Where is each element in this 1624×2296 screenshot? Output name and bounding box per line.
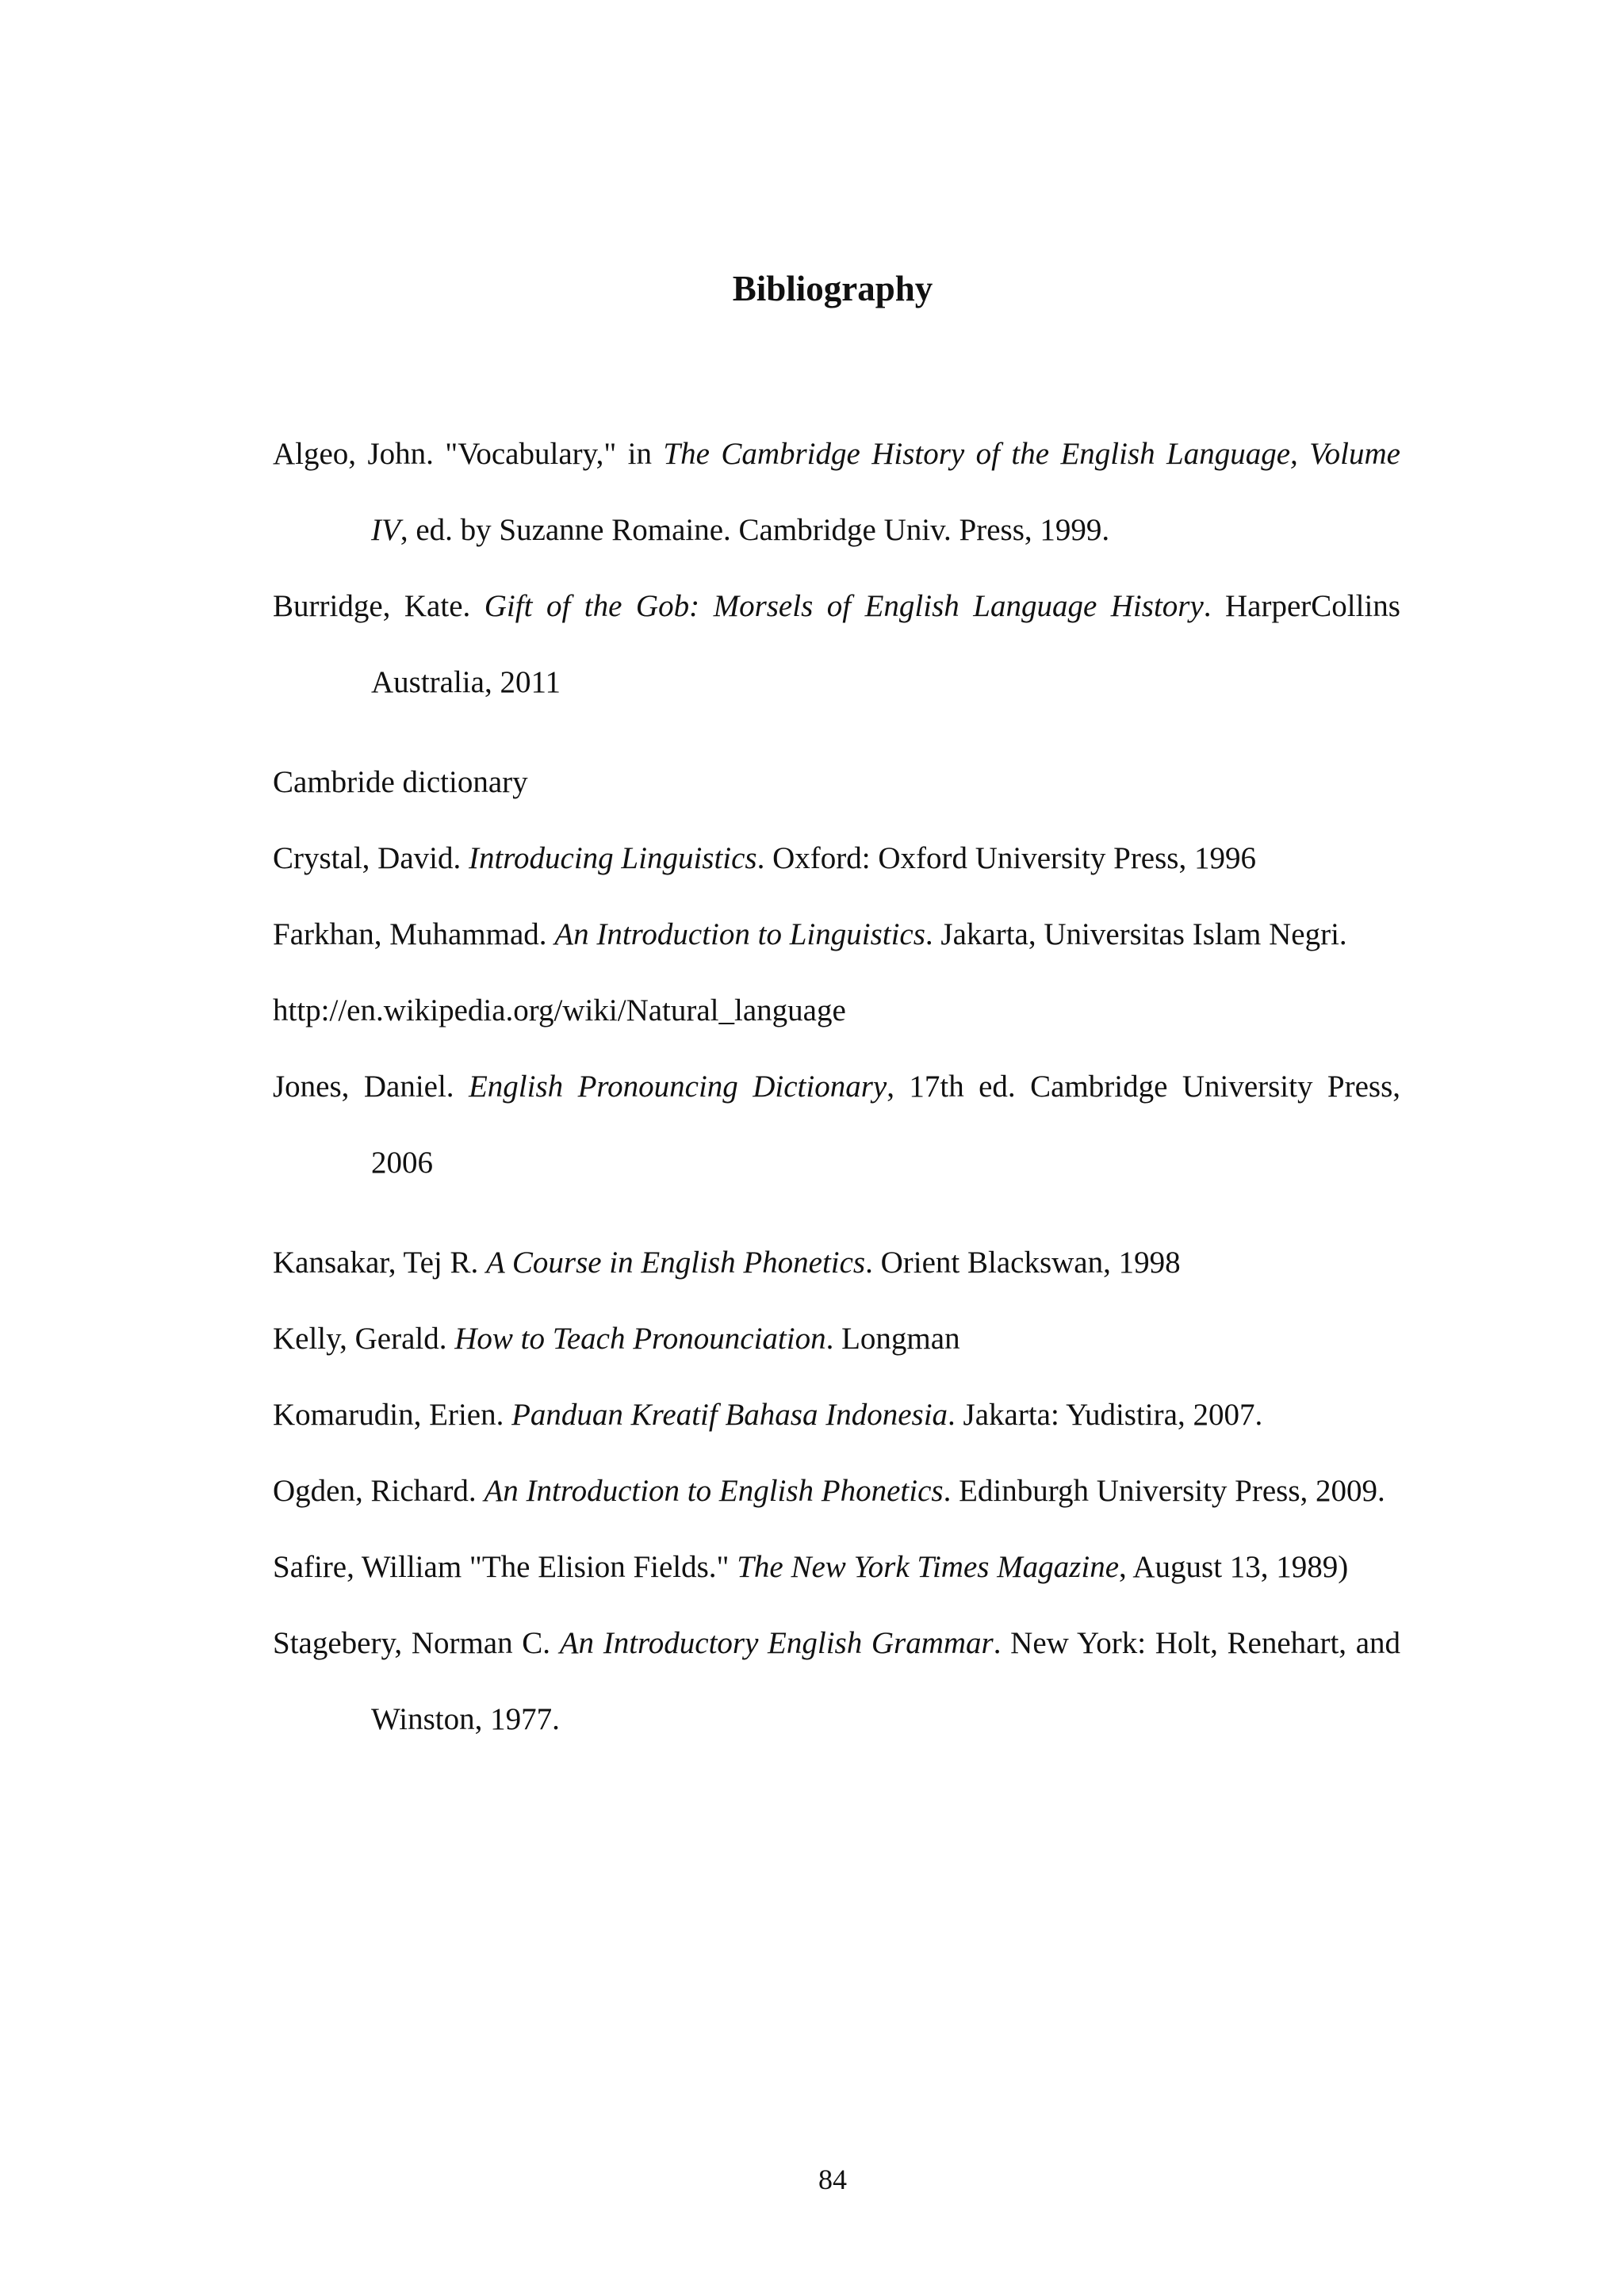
- entry-title: Introducing Linguistics: [468, 841, 757, 875]
- bib-entry-komarudin: [273, 1377, 1400, 1453]
- entry-text: Kelly, Gerald.: [273, 1322, 455, 1356]
- entry-text: Kansakar, Tej R.: [273, 1246, 487, 1280]
- bib-entry-farkhan: [273, 897, 1400, 973]
- bib-entry-cambridge-dictionary: [273, 744, 1400, 821]
- entry-text: Jones, Daniel.: [273, 1070, 469, 1104]
- entry-title: An Introduction to Linguistics: [554, 917, 925, 951]
- bib-entry-safire: [273, 1529, 1400, 1605]
- entry-text: . Jakarta: Yudistira, 2007.: [948, 1398, 1263, 1432]
- entry-text: , August 13, 1989): [1119, 1550, 1349, 1584]
- entry-text: . Orient Blackswan, 1998: [865, 1246, 1181, 1280]
- bib-entry-algeo: [273, 416, 1400, 568]
- entry-title: An Introductory English Grammar: [559, 1626, 994, 1660]
- entry-title: Gift of the Gob: Morsels of English Language History: [484, 589, 1204, 623]
- entry-text: , 17th ed. Cambridge University Press, 2006: [371, 1070, 1400, 1180]
- page-title: Bibliography: [732, 269, 933, 308]
- entry-text: . New York: Holt, Renehart, and Winston, 1977.: [371, 1626, 1401, 1736]
- entry-text: . Jakarta, Universitas Islam Negri.: [925, 917, 1347, 951]
- entry-text: http://en.wikipedia.org/wiki/Natural_language: [273, 993, 846, 1027]
- bib-entry-kansakar: [273, 1225, 1400, 1301]
- entry-text: Crystal, David.: [273, 841, 469, 875]
- entry-title: The New York Times Magazine: [737, 1550, 1120, 1584]
- entry-text: . HarperCollins Australia, 2011: [371, 589, 1400, 699]
- entry-text: Algeo, John. "Vocabulary," in: [273, 437, 664, 471]
- entry-text: Safire, William "The Elision Fields.": [273, 1550, 737, 1584]
- entry-title: How to Teach Pronounciation: [454, 1322, 826, 1356]
- entry-text: Cambride dictionary: [273, 765, 528, 799]
- entry-title: A Course in English Phonetics: [486, 1246, 866, 1280]
- entry-text: Komarudin, Erien.: [273, 1398, 512, 1432]
- bib-entry-wikipedia-url: [273, 973, 1400, 1049]
- bib-entry-jones: [273, 1049, 1400, 1201]
- bib-entry-burridge: [273, 568, 1400, 721]
- entry-text: Burridge, Kate.: [273, 589, 485, 623]
- entry-text: Stagebery, Norman C.: [273, 1626, 560, 1660]
- entry-title: Panduan Kreatif Bahasa Indonesia: [511, 1398, 948, 1432]
- bib-entry-ogden: [273, 1453, 1400, 1529]
- bib-entry-crystal: [273, 821, 1400, 897]
- page-number: 84: [818, 2164, 847, 2195]
- entry-text: . Longman: [825, 1322, 960, 1356]
- bib-entry-kelly: [273, 1301, 1400, 1377]
- entry-title: English Pronouncing Dictionary: [468, 1070, 887, 1104]
- entry-text: . Edinburgh University Press, 2009.: [943, 1474, 1385, 1508]
- entry-title: The Cambridge History of the English Language, Volume IV: [371, 437, 1400, 547]
- entry-text: . Oxford: Oxford University Press, 1996: [756, 841, 1256, 875]
- bibliography-list: [273, 416, 1400, 1758]
- entry-text: , ed. by Suzanne Romaine. Cambridge Univ. Press, 1999.: [400, 513, 1110, 547]
- entry-text: Ogden, Richard.: [273, 1474, 485, 1508]
- bib-entry-stagebery: [273, 1605, 1400, 1758]
- entry-text: Farkhan, Muhammad.: [273, 917, 555, 951]
- entry-title: An Introduction to English Phonetics: [484, 1474, 944, 1508]
